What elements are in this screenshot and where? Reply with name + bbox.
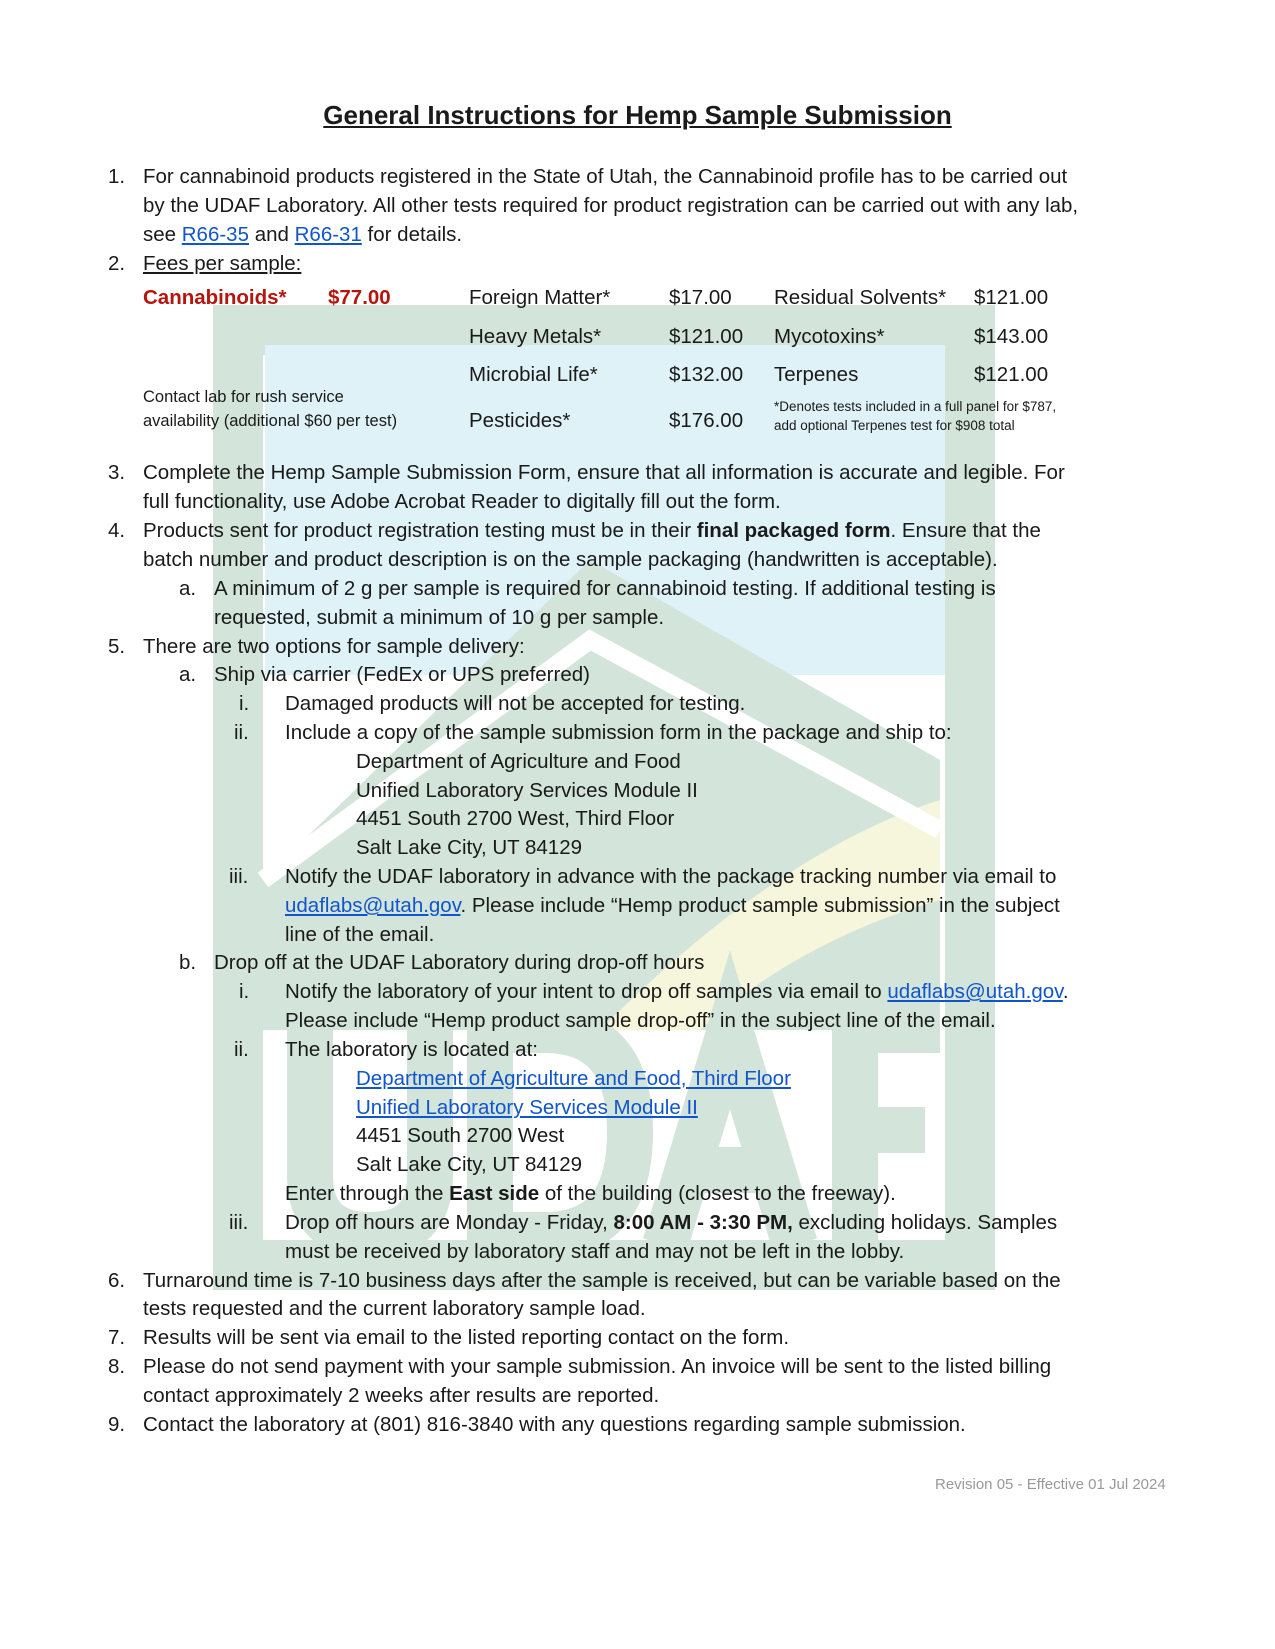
item-text: There are two options for sample delivery: <box>143 635 525 658</box>
text: see <box>143 223 182 246</box>
item-text: tests requested and the current laboratory sample load. <box>143 1297 646 1320</box>
item-text: requested, submit a minimum of 10 g per sample. <box>214 606 665 629</box>
item-text: Please include “Hemp product sample drop-off” in the subject line of the email. <box>285 1009 996 1032</box>
item-number: 8. <box>108 1355 126 1378</box>
item-number: 9. <box>108 1413 126 1436</box>
fee-name: Heavy Metals* <box>469 325 602 348</box>
item-text: Complete the Hemp Sample Submission Form, ensure that all information is accurate and legible. For <box>143 461 1065 484</box>
item-text <box>143 516 1041 545</box>
roman-numeral: ii. <box>234 721 249 744</box>
item-text: Please do not send payment with your sample submission. An invoice will be sent to the listed billing <box>143 1355 1052 1378</box>
location-link <box>356 1093 698 1122</box>
fee-cannabinoids-price: $77.00 <box>328 286 391 309</box>
item-text: line of the email. <box>285 923 435 946</box>
item-text: Notify the UDAF laboratory in advance with the package tracking number via email to <box>285 865 1057 888</box>
r66-31-link[interactable]: R66-31 <box>294 223 362 246</box>
address-line: Unified Laboratory Services Module II <box>356 779 698 802</box>
rush-note: Contact lab for rush service <box>143 388 344 406</box>
bold-text: final packaged form <box>696 519 891 542</box>
text: . Ensure that the <box>890 519 1041 542</box>
item-text: Contact the laboratory at (801) 816-3840 with any questions regarding sample submission. <box>143 1413 966 1436</box>
fee-name: Mycotoxins* <box>774 325 885 348</box>
item-text: must be received by laboratory staff and may not be left in the lobby. <box>285 1240 905 1263</box>
item-text: by the UDAF Laboratory. All other tests required for product registration can be carried out with any lab, <box>143 194 1079 217</box>
text: excluding holidays. Samples <box>792 1211 1058 1234</box>
rush-note: availability (additional $60 per test) <box>143 412 398 430</box>
fee-name: Terpenes <box>774 363 859 386</box>
fee-price: $143.00 <box>974 325 1049 348</box>
text: Notify the laboratory of your intent to drop off samples via email to <box>285 980 888 1003</box>
item-text: For cannabinoid products registered in the State of Utah, the Cannabinoid profile has to be carried out <box>143 165 1068 188</box>
item-text <box>285 891 1060 920</box>
text: of the building (closest to the freeway). <box>539 1182 896 1205</box>
text: Drop off hours are Monday - Friday, <box>285 1211 614 1234</box>
roman-numeral: iii. <box>229 1211 249 1234</box>
sub-item-letter: a. <box>179 577 197 600</box>
item-number: 7. <box>108 1326 126 1349</box>
item-number: 5. <box>108 635 126 658</box>
address-line: Salt Lake City, UT 84129 <box>356 836 583 859</box>
text: . <box>1062 980 1069 1003</box>
text: Enter through the <box>285 1182 450 1205</box>
item-number: 6. <box>108 1269 126 1292</box>
item-text <box>285 977 1069 1006</box>
email-link[interactable]: udaflabs@utah.gov <box>285 894 461 917</box>
item-text: Damaged products will not be accepted for testing. <box>285 692 746 715</box>
text: Fees per sample: <box>143 252 302 275</box>
fee-price: $121.00 <box>669 325 744 348</box>
page-title: General Instructions for Hemp Sample Submission <box>323 100 952 130</box>
item-number: 1. <box>108 165 126 188</box>
fee-price: $132.00 <box>669 363 744 386</box>
fee-name: Residual Solvents* <box>774 286 947 309</box>
item-text: Ship via carrier (FedEx or UPS preferred) <box>214 663 590 686</box>
item-text: A minimum of 2 g per sample is required for cannabinoid testing. If additional testing is <box>214 577 996 600</box>
item-text: Drop off at the UDAF Laboratory during drop-off hours <box>214 951 705 974</box>
location-link <box>356 1064 791 1093</box>
fees-heading <box>143 249 301 278</box>
item-number: 4. <box>108 519 126 542</box>
address-line: Salt Lake City, UT 84129 <box>356 1153 583 1176</box>
map-link[interactable]: Department of Agriculture and Food, Third Floor <box>356 1067 791 1090</box>
text: Products sent for product registration testing must be in their <box>143 519 697 542</box>
email-link[interactable]: udaflabs@utah.gov <box>887 980 1063 1003</box>
fee-price: $121.00 <box>974 363 1049 386</box>
item-text <box>285 1179 896 1208</box>
text: for details. <box>361 223 463 246</box>
item-number: 2. <box>108 252 126 275</box>
roman-numeral: i. <box>239 980 250 1003</box>
fee-name: Foreign Matter* <box>469 286 611 309</box>
address-line: 4451 South 2700 West <box>356 1124 565 1147</box>
roman-numeral: ii. <box>234 1038 249 1061</box>
item-text: Results will be sent via email to the listed reporting contact on the form. <box>143 1326 790 1349</box>
item-text: Turnaround time is 7-10 business days after the sample is received, but can be variable based on the <box>143 1269 1061 1292</box>
revision-footer: Revision 05 - Effective 01 Jul 2024 <box>935 1476 1166 1493</box>
roman-numeral: iii. <box>229 865 249 888</box>
item-text <box>285 1208 1057 1237</box>
bold-text: 8:00 AM - 3:30 PM, <box>613 1211 793 1234</box>
item-text: Include a copy of the sample submission form in the package and ship to: <box>285 721 952 744</box>
sub-item-letter: a. <box>179 663 197 686</box>
panel-note: add optional Terpenes test for $908 total <box>774 418 1015 433</box>
roman-numeral: i. <box>239 692 250 715</box>
fee-price: $121.00 <box>974 286 1049 309</box>
bold-text: East side <box>449 1182 540 1205</box>
item-text: batch number and product description is on the sample packaging (handwritten is acceptable). <box>143 548 998 571</box>
r66-35-link[interactable]: R66-35 <box>181 223 249 246</box>
sub-item-letter: b. <box>179 951 197 974</box>
item-text: full functionality, use Adobe Acrobat Reader to digitally fill out the form. <box>143 490 781 513</box>
text: and <box>249 223 295 246</box>
fee-name: Pesticides* <box>469 409 571 432</box>
fee-price: $17.00 <box>669 286 732 309</box>
fee-cannabinoids-name: Cannabinoids* <box>143 286 287 309</box>
fee-name: Microbial Life* <box>469 363 598 386</box>
item-text: contact approximately 2 weeks after results are reported. <box>143 1384 660 1407</box>
panel-note: *Denotes tests included in a full panel for $787, <box>774 399 1057 414</box>
item-text: The laboratory is located at: <box>285 1038 538 1061</box>
text: . Please include “Hemp product sample submission” in the subject <box>460 894 1060 917</box>
map-link[interactable]: Unified Laboratory Services Module II <box>356 1096 698 1119</box>
address-line: 4451 South 2700 West, Third Floor <box>356 807 675 830</box>
item-number: 3. <box>108 461 126 484</box>
item-text <box>143 220 462 249</box>
address-line: Department of Agriculture and Food <box>356 750 681 773</box>
fee-price: $176.00 <box>669 409 744 432</box>
